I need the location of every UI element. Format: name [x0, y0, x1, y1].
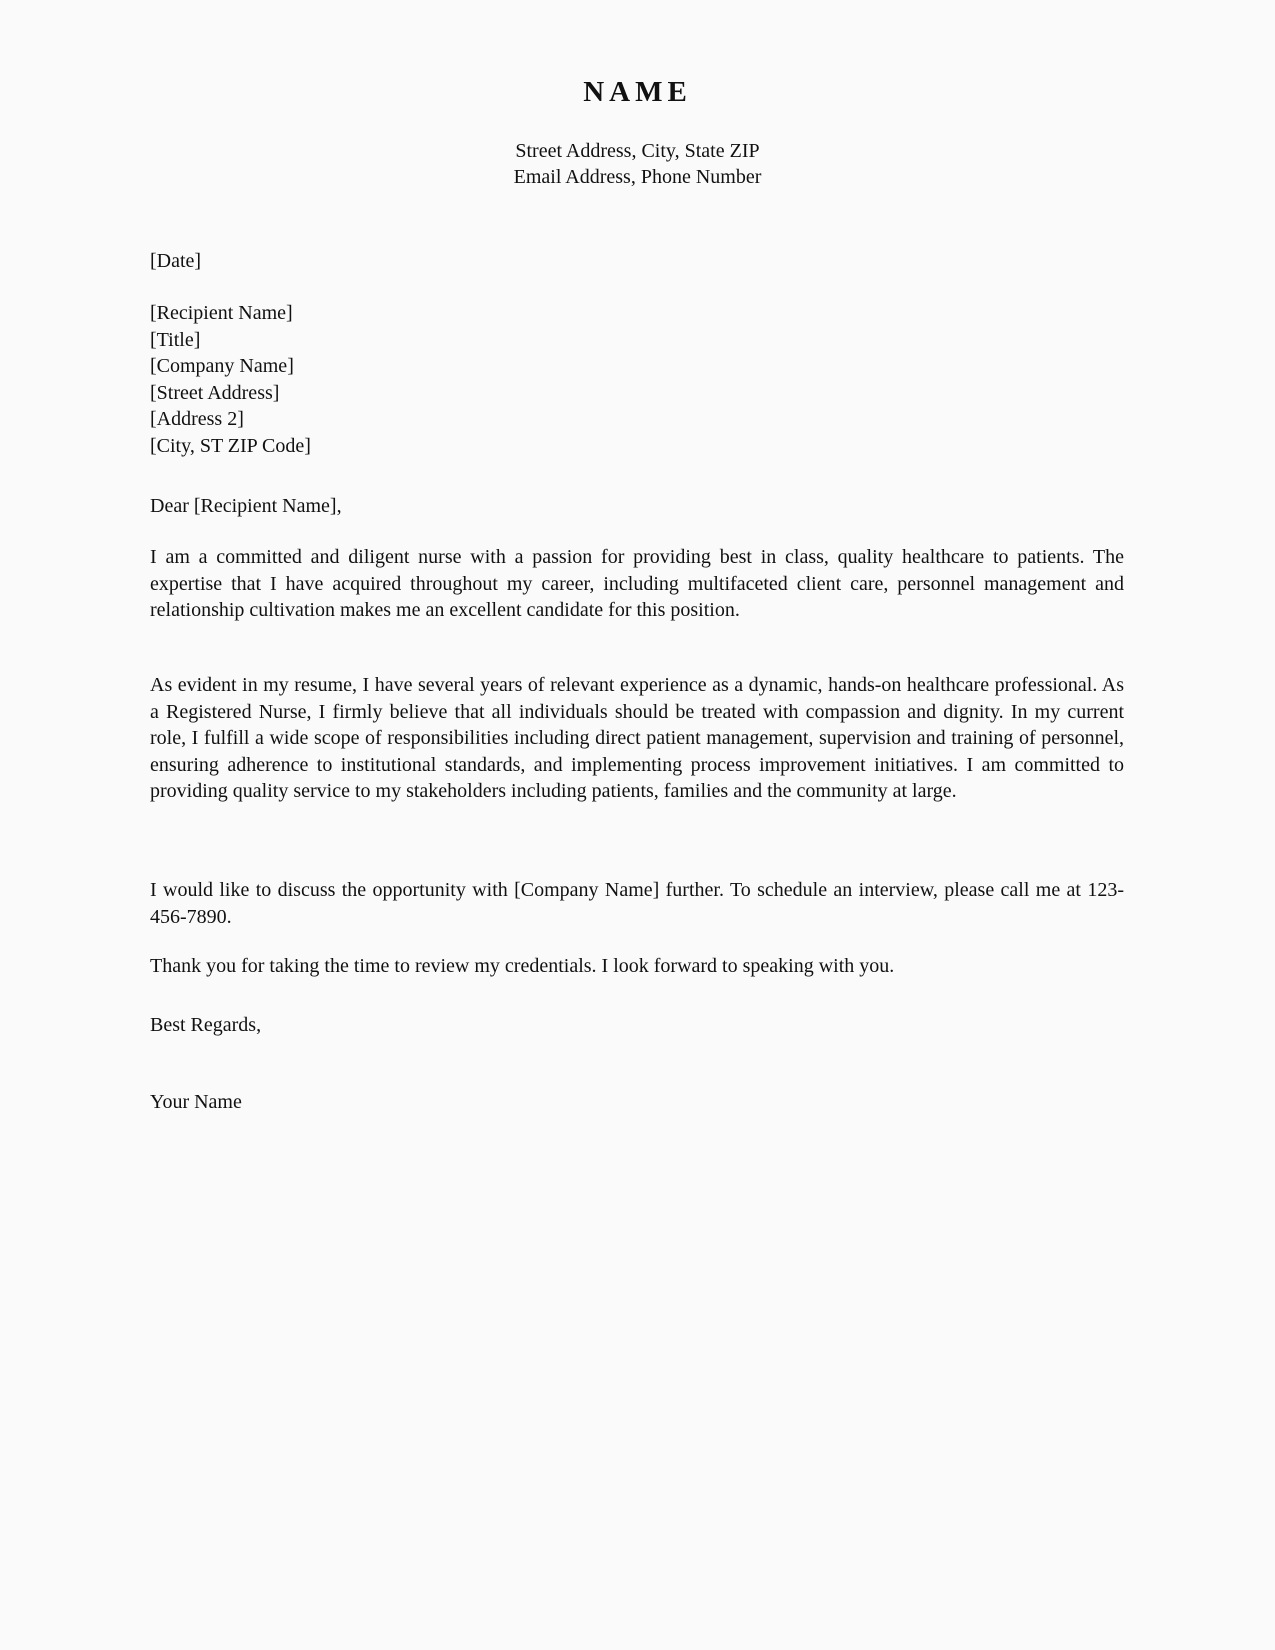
body-paragraph-3: I would like to discuss the opportunity with [Company Name] further. To schedule an interview, please call me at 123-456-7890.	[150, 879, 1124, 928]
recipient-company: [Company Name]	[150, 355, 294, 378]
sender-contact-block	[0, 138, 1275, 190]
body-paragraph-1: I am a committed and diligent nurse with a passion for providing best in class, quality healthcare to patients. The expertise that I have acquired throughout my career, including multifaceted client care, personnel management and relationship cultivation makes me an excellent candidate for this position.	[150, 546, 1124, 622]
recipient-street: [Street Address]	[150, 381, 280, 404]
recipient-address2: [Address 2]	[150, 408, 244, 431]
letter-date: [Date]	[150, 250, 202, 272]
sender-address: Street Address, City, State ZIP	[515, 140, 760, 162]
salutation: Dear [Recipient Name],	[150, 495, 342, 517]
recipient-title: [Title]	[150, 328, 201, 351]
sender-name-heading: NAME	[583, 76, 692, 108]
recipient-name: [Recipient Name]	[150, 302, 293, 324]
closing: Best Regards,	[150, 1014, 262, 1036]
body-paragraph-4: Thank you for taking the time to review my credentials. I look forward to speaking with you.	[150, 955, 895, 977]
recipient-address-block	[150, 300, 1124, 460]
signature: Your Name	[150, 1091, 242, 1113]
sender-email-phone: Email Address, Phone Number	[513, 166, 762, 188]
recipient-city-state-zip: [City, ST ZIP Code]	[150, 434, 311, 457]
body-paragraph-2: As evident in my resume, I have several years of relevant experience as a dynamic, hands-on healthcare professional. As a Registered Nurse, I firmly believe that all individuals should be treated with compassion and dignity. In my current role, I fulfill a wide scope of responsibilities including direct patient management, supervision and training of personnel, ensuring adherence to institutional standards, and implementing process improvement initiatives. I am committed to providing quality service to my stakeholders including patients, families and the community at large.	[150, 674, 1124, 803]
